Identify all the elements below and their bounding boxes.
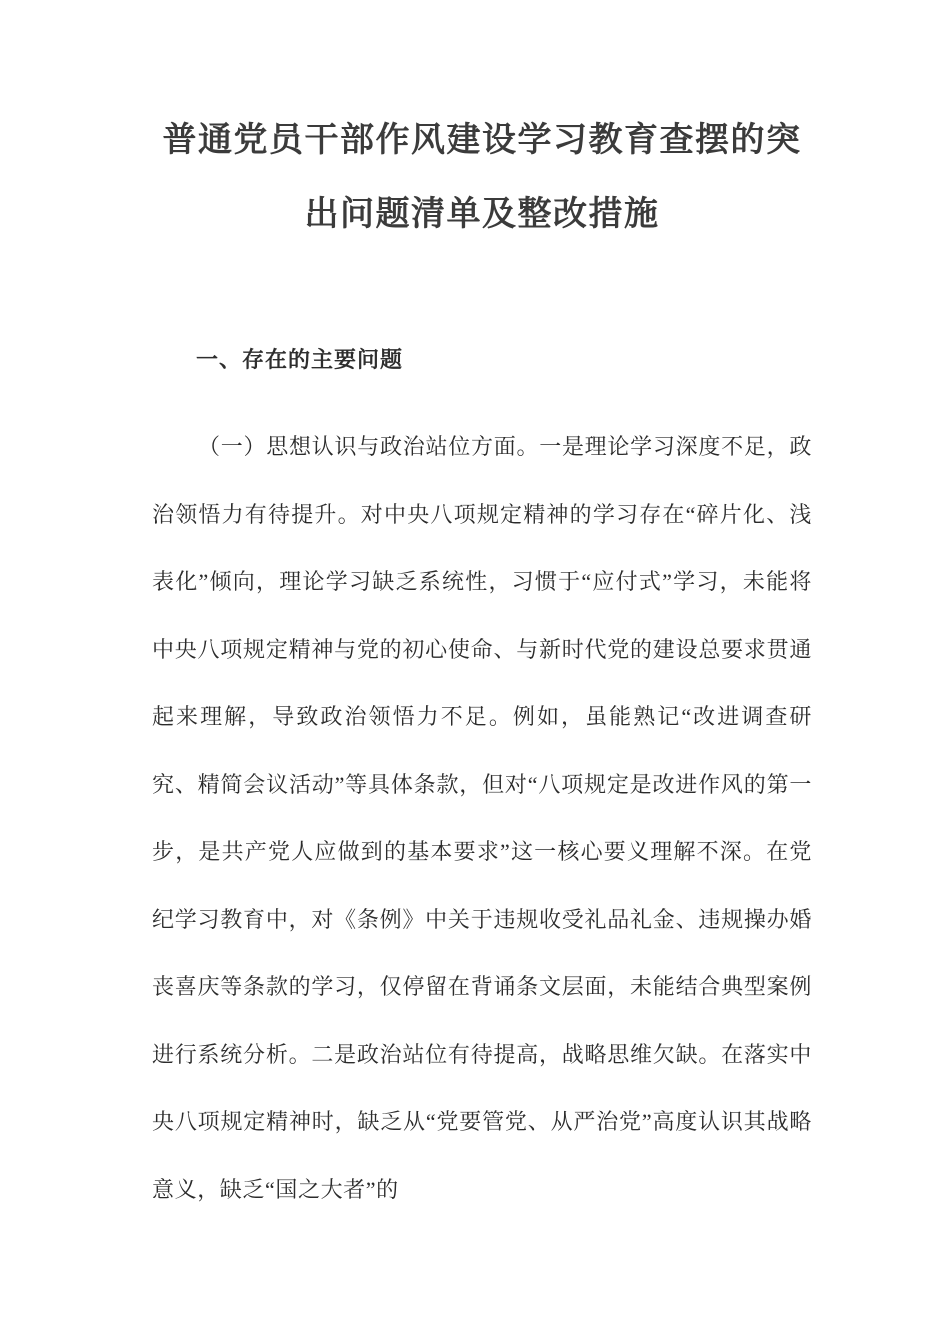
document-body	[152, 0, 812, 1223]
paragraph-ideological-awareness: （一）思想认识与政治站位方面。一是理论学习深度不足，政治领悟力有待提升。对中央八项规定精神的学习存在“碎片化、浅表化”倾向，理论学习缺乏系统性，习惯于“应付式”学习，未能将中央八项规定精神与党的初心使命、与新时代党的建设总要求贯通起来理解，导致政治领悟力不足。例如，虽能熟记“改进调查研究、精简会议活动”等具体条款，但对“八项规定是改进作风的第一步，是共产党人应做到的基本要求”这一核心要义理解不深。在党纪学习教育中，对《条例》中关于违规收受礼品礼金、违规操办婚丧喜庆等条款的学习，仅停留在背诵条文层面，未能结合典型案例进行系统分析。二是政治站位有待提高，战略思维欠缺。在落实中央八项规定精神时，缺乏从“党要管党、从严治党”高度认识其战略意义，缺乏“国之大者”的	[152, 434, 812, 1202]
page-title-line-2: 出问题清单及整改措施	[304, 196, 660, 233]
page-title	[152, 0, 812, 252]
section-heading-main-problems: 一、存在的主要问题	[196, 347, 404, 372]
page-title-line-1: 普通党员干部作风建设学习教育查摆的突	[162, 122, 802, 159]
